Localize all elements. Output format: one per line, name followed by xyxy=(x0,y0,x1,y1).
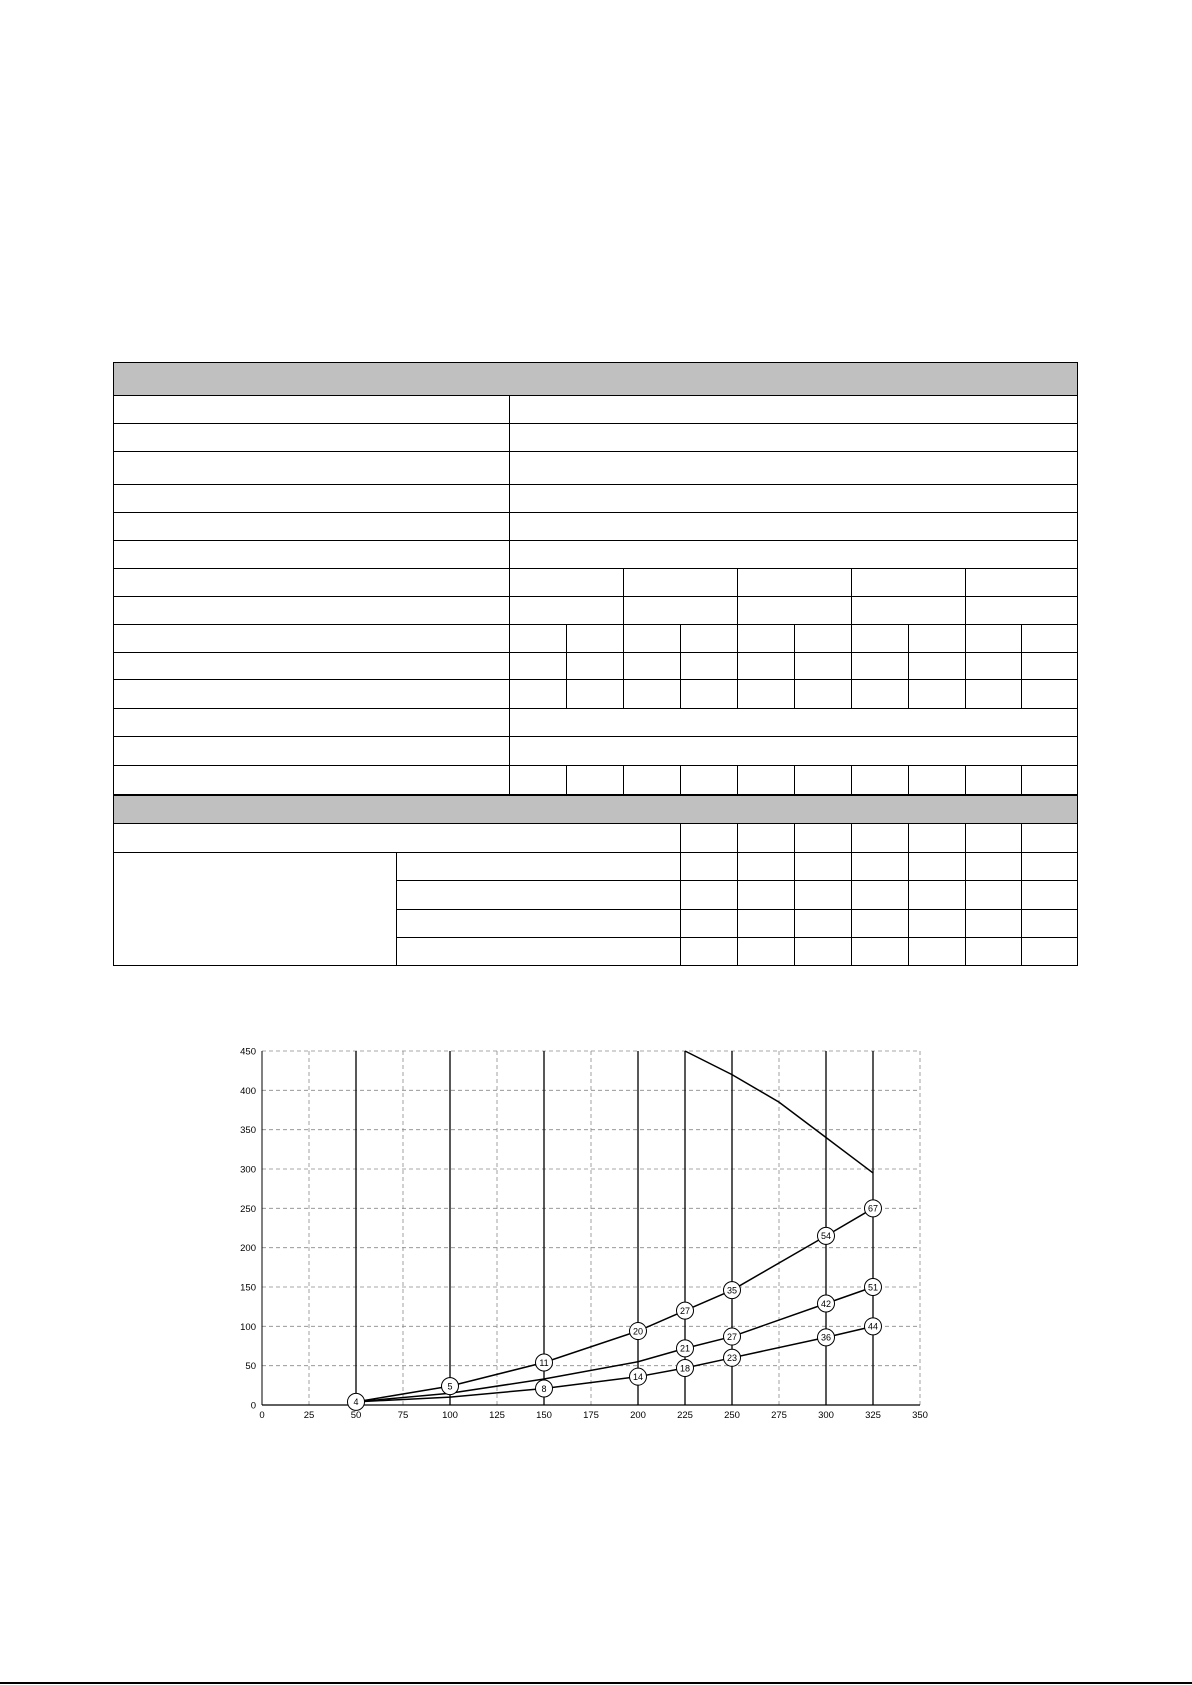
table-row xyxy=(114,625,1078,653)
x-tick-label: 325 xyxy=(865,1410,881,1421)
data-point-label: 18 xyxy=(679,1363,691,1374)
x-tick-label: 275 xyxy=(771,1410,787,1421)
x-tick-label: 350 xyxy=(912,1410,928,1421)
table-row xyxy=(114,766,1078,795)
table-row xyxy=(114,513,1078,541)
y-tick-label: 0 xyxy=(250,1400,256,1412)
data-point-label: 51 xyxy=(867,1282,879,1293)
table-row xyxy=(114,396,1078,424)
data-point-label: 4 xyxy=(353,1397,359,1408)
table-row xyxy=(114,597,1078,625)
table-row xyxy=(114,452,1078,485)
y-tick-label: 50 xyxy=(245,1361,256,1373)
data-point-label: 14 xyxy=(632,1371,644,1382)
data-point-label: 44 xyxy=(867,1321,879,1332)
table-row xyxy=(114,485,1078,513)
y-tick-label: 400 xyxy=(240,1085,256,1097)
data-point-label: 54 xyxy=(820,1231,832,1242)
table-section-band xyxy=(114,795,1078,824)
data-point-label: 67 xyxy=(867,1203,879,1214)
table-row xyxy=(114,569,1078,597)
x-tick-label: 225 xyxy=(677,1410,693,1421)
limit-curve-line xyxy=(685,1051,873,1173)
y-tick-label: 250 xyxy=(240,1203,256,1215)
table-row xyxy=(114,852,1078,880)
table-row xyxy=(114,737,1078,766)
table-row xyxy=(114,709,1078,737)
data-point-label: 21 xyxy=(679,1343,691,1354)
data-point-label: 35 xyxy=(726,1285,738,1296)
x-tick-label: 250 xyxy=(724,1410,740,1421)
line-chart xyxy=(230,1040,930,1430)
table-section-header xyxy=(114,795,1078,824)
spec-table xyxy=(113,362,1078,966)
series-line-3 xyxy=(356,1326,873,1402)
x-tick-label: 150 xyxy=(536,1410,552,1421)
chart-svg xyxy=(230,1040,930,1430)
data-point-label: 36 xyxy=(820,1332,832,1343)
footer-rule xyxy=(0,1682,1192,1684)
table-row xyxy=(114,653,1078,680)
y-tick-label: 300 xyxy=(240,1164,256,1176)
y-tick-label: 100 xyxy=(240,1321,256,1333)
table-row xyxy=(114,823,1078,852)
x-tick-label: 75 xyxy=(397,1410,409,1421)
x-tick-label: 175 xyxy=(583,1410,599,1421)
data-point-label: 8 xyxy=(541,1383,547,1394)
data-point-label: 11 xyxy=(539,1357,549,1368)
table-row xyxy=(114,680,1078,709)
table-row xyxy=(114,541,1078,569)
data-point-label: 23 xyxy=(726,1353,738,1364)
y-tick-label: 450 xyxy=(240,1046,256,1058)
x-tick-label: 200 xyxy=(630,1410,646,1421)
x-tick-label: 100 xyxy=(442,1410,458,1421)
data-point-label: 27 xyxy=(726,1331,738,1342)
x-tick-label: 0 xyxy=(259,1410,265,1421)
x-tick-label: 125 xyxy=(489,1410,505,1421)
y-tick-label: 200 xyxy=(240,1243,256,1255)
x-tick-label: 50 xyxy=(350,1410,362,1421)
data-point-label: 42 xyxy=(820,1298,832,1309)
data-point-label: 5 xyxy=(447,1381,453,1392)
table-header-band xyxy=(114,363,1078,396)
series-line-1 xyxy=(356,1208,873,1402)
y-tick-label: 350 xyxy=(240,1125,256,1137)
y-tick-label: 150 xyxy=(240,1282,256,1294)
table-main-header xyxy=(114,363,1078,396)
data-point-label: 27 xyxy=(679,1305,691,1316)
x-tick-label: 25 xyxy=(303,1410,315,1421)
x-tick-label: 300 xyxy=(818,1410,834,1421)
table-row xyxy=(114,424,1078,452)
data-point-label: 20 xyxy=(632,1326,644,1337)
